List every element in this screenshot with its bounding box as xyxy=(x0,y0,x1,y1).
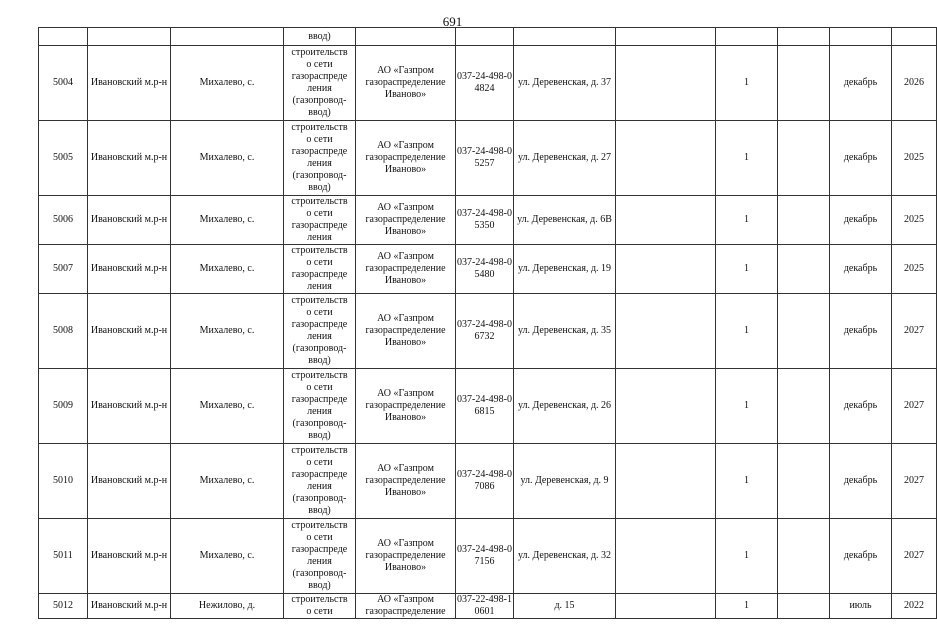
empty-cell xyxy=(616,594,716,619)
address-cell: ул. Деревенская, д. 26 xyxy=(514,369,616,444)
locality-cell: Михалево, с. xyxy=(171,196,284,245)
table-row xyxy=(39,196,937,245)
work-type-line: газораспреде xyxy=(291,394,348,405)
work-type-cell xyxy=(284,196,356,245)
work-type-line: о сети xyxy=(306,606,333,617)
work-type-line: ления xyxy=(307,556,332,567)
work-type-line: ления xyxy=(307,331,332,342)
district-cell: Ивановский м.р-н xyxy=(88,444,171,519)
organization-cell: АО «Газпром газораспределение Иваново» xyxy=(356,369,456,444)
address-cell: д. 15 xyxy=(514,594,616,619)
address-cell: ул. Деревенская, д. 9 xyxy=(514,444,616,519)
page-number: 691 xyxy=(442,14,463,29)
object-code-cell: 037-24-498-05257 xyxy=(456,121,514,196)
locality-cell: Нежилово, д. xyxy=(171,594,284,619)
work-type-line: (газопровод- xyxy=(292,568,347,579)
work-type-line: ления xyxy=(307,232,332,243)
object-code-cell: 037-24-498-05480 xyxy=(456,245,514,294)
empty-cell xyxy=(778,294,830,369)
work-type-line: газораспреде xyxy=(291,269,348,280)
work-type-line: газораспреде xyxy=(291,544,348,555)
work-type-line: ввод) xyxy=(308,505,331,516)
locality-cell: Михалево, с. xyxy=(171,294,284,369)
work-type-line: (газопровод- xyxy=(292,493,347,504)
row-number-cell: 5005 xyxy=(39,121,88,196)
district-cell: Ивановский м.р-н xyxy=(88,245,171,294)
year-cell: 2027 xyxy=(892,369,937,444)
work-type-cell xyxy=(284,121,356,196)
work-type-line: ления xyxy=(307,406,332,417)
work-type-cell xyxy=(284,294,356,369)
work-type-line: строительств xyxy=(291,196,348,207)
district-cell: Ивановский м.р-н xyxy=(88,196,171,245)
work-type-line: строительств xyxy=(291,370,348,381)
object-code-cell: 037-22-498-10601 xyxy=(457,594,512,617)
quantity-cell: 1 xyxy=(716,369,778,444)
address-cell: ул. Деревенская, д. 37 xyxy=(514,46,616,121)
work-type-line: о сети xyxy=(306,307,333,318)
locality-cell: Михалево, с. xyxy=(171,369,284,444)
month-cell: июль xyxy=(830,594,892,619)
work-type-line: ления xyxy=(307,158,332,169)
row-number-cell: 5007 xyxy=(39,245,88,294)
object-code-cell: 037-24-498-06732 xyxy=(456,294,514,369)
empty-cell xyxy=(778,121,830,196)
month-cell: декабрь xyxy=(830,444,892,519)
empty-cell xyxy=(616,121,716,196)
work-type-line: строительств xyxy=(291,520,348,531)
work-type-line: газораспреде xyxy=(291,319,348,330)
work-type-line: строительств xyxy=(291,295,348,306)
table-row xyxy=(39,594,937,619)
row-number-cell: 5011 xyxy=(39,519,88,594)
district-cell: Ивановский м.р-н xyxy=(88,519,171,594)
year-cell: 2025 xyxy=(892,196,937,245)
month-cell: декабрь xyxy=(830,294,892,369)
object-code-cell: 037-24-498-04824 xyxy=(456,46,514,121)
organization-cell: АО «Газпром газораспределение Иваново» xyxy=(356,46,456,121)
work-type-line: о сети xyxy=(306,208,333,219)
work-type-cell xyxy=(284,444,356,519)
table-row xyxy=(39,369,937,444)
organization-cell: АО «Газпром газораспределение Иваново» xyxy=(356,519,456,594)
organization-cell: АО «Газпром газораспределение Иваново» xyxy=(356,245,456,294)
locality-cell: Михалево, с. xyxy=(171,245,284,294)
locality-cell: Михалево, с. xyxy=(171,46,284,121)
row-number-cell: 5004 xyxy=(39,46,88,121)
year-cell: 2025 xyxy=(892,245,937,294)
table-row-partial xyxy=(39,28,937,46)
locality-cell: Михалево, с. xyxy=(171,519,284,594)
year-cell: 2026 xyxy=(892,46,937,121)
object-code-cell: 037-24-498-05350 xyxy=(456,196,514,245)
work-type-line: о сети xyxy=(306,134,333,145)
organization-cell: АО «Газпром газораспределение Иваново» xyxy=(356,444,456,519)
work-type-cell xyxy=(284,519,356,594)
work-type-line: о сети xyxy=(306,257,333,268)
address-cell: ул. Деревенская, д. 19 xyxy=(514,245,616,294)
empty-cell xyxy=(778,594,830,619)
empty-cell xyxy=(778,519,830,594)
quantity-cell: 1 xyxy=(716,121,778,196)
empty-cell xyxy=(778,369,830,444)
month-cell: декабрь xyxy=(830,519,892,594)
object-code-cell: 037-24-498-07086 xyxy=(456,444,514,519)
quantity-cell: 1 xyxy=(716,294,778,369)
work-type-cell xyxy=(284,46,356,121)
organization-cell: АО «Газпром газораспределение Иваново» xyxy=(356,196,456,245)
work-type-line: строительств xyxy=(291,47,348,58)
work-type-line: ввод) xyxy=(308,355,331,366)
table-body xyxy=(39,28,937,619)
work-type-line: газораспреде xyxy=(291,146,348,157)
empty-cell xyxy=(616,369,716,444)
address-cell: ул. Деревенская, д. 35 xyxy=(514,294,616,369)
work-type-line: строительств xyxy=(291,122,348,133)
empty-cell xyxy=(616,196,716,245)
organization-cell: АО «Газпром газораспределение xyxy=(356,594,456,619)
month-cell: декабрь xyxy=(830,46,892,121)
address-cell: ул. Деревенская, д. 27 xyxy=(514,121,616,196)
empty-cell xyxy=(778,196,830,245)
year-cell: 2027 xyxy=(892,294,937,369)
work-type-line: (газопровод- xyxy=(292,170,347,181)
address-cell: ул. Деревенская, д. 32 xyxy=(514,519,616,594)
quantity-cell: 1 xyxy=(716,519,778,594)
quantity-cell: 1 xyxy=(716,245,778,294)
month-cell: декабрь xyxy=(830,245,892,294)
table-row xyxy=(39,444,937,519)
empty-cell xyxy=(778,46,830,121)
object-code-cell: 037-24-498-06815 xyxy=(456,369,514,444)
month-cell: декабрь xyxy=(830,121,892,196)
empty-cell xyxy=(616,519,716,594)
empty-cell xyxy=(616,46,716,121)
table-row xyxy=(39,46,937,121)
empty-cell xyxy=(778,245,830,294)
type-tail: ввод) xyxy=(308,30,331,42)
row-number-cell: 5012 xyxy=(39,594,88,619)
quantity-cell: 1 xyxy=(716,594,778,619)
work-type-line: ввод) xyxy=(308,107,331,118)
organization-cell: АО «Газпром газораспределение Иваново» xyxy=(356,121,456,196)
row-number-cell: 5009 xyxy=(39,369,88,444)
district-cell: Ивановский м.р-н xyxy=(88,294,171,369)
work-type-cell xyxy=(284,369,356,444)
year-cell: 2022 xyxy=(892,594,937,619)
work-type-line: ления xyxy=(307,83,332,94)
work-type-line: газораспреде xyxy=(291,220,348,231)
type-cell xyxy=(284,28,356,46)
row-number-cell: 5008 xyxy=(39,294,88,369)
work-type-line: (газопровод- xyxy=(292,343,347,354)
work-type-line: газораспреде xyxy=(291,469,348,480)
work-type-line: о сети xyxy=(306,532,333,543)
table-row xyxy=(39,121,937,196)
document-table xyxy=(38,27,937,619)
year-cell: 2027 xyxy=(892,519,937,594)
work-type-line: строительств xyxy=(291,594,348,605)
work-type-line: (газопровод- xyxy=(292,95,347,106)
empty-cell xyxy=(616,245,716,294)
district-cell: Ивановский м.р-н xyxy=(88,121,171,196)
work-type-line: о сети xyxy=(306,59,333,70)
table-row xyxy=(39,245,937,294)
work-type-line: ления xyxy=(307,481,332,492)
year-cell: 2025 xyxy=(892,121,937,196)
district-cell: Ивановский м.р-н xyxy=(88,46,171,121)
work-type-line: ввод) xyxy=(308,580,331,591)
work-type-line: ления xyxy=(307,281,332,292)
quantity-cell: 1 xyxy=(716,444,778,519)
object-code-cell: 037-24-498-07156 xyxy=(456,519,514,594)
table-row xyxy=(39,519,937,594)
work-type-line: ввод) xyxy=(308,182,331,193)
work-type-line: ввод) xyxy=(308,430,331,441)
work-type-line: строительств xyxy=(291,445,348,456)
empty-cell xyxy=(616,294,716,369)
row-number-cell: 5010 xyxy=(39,444,88,519)
empty-cell xyxy=(778,444,830,519)
address-cell: ул. Деревенская, д. 6В xyxy=(514,196,616,245)
row-number-cell: 5006 xyxy=(39,196,88,245)
work-type-line: (газопровод- xyxy=(292,418,347,429)
month-cell: декабрь xyxy=(830,369,892,444)
month-cell: декабрь xyxy=(830,196,892,245)
work-type-cell xyxy=(284,594,356,619)
year-cell: 2027 xyxy=(892,444,937,519)
table-row xyxy=(39,294,937,369)
work-type-cell xyxy=(284,245,356,294)
quantity-cell: 1 xyxy=(716,196,778,245)
work-type-line: о сети xyxy=(306,382,333,393)
organization-cell: АО «Газпром газораспределение Иваново» xyxy=(356,294,456,369)
work-type-line: строительств xyxy=(291,245,348,256)
quantity-cell: 1 xyxy=(716,46,778,121)
district-cell: Ивановский м.р-н xyxy=(88,369,171,444)
work-type-line: газораспреде xyxy=(291,71,348,82)
district-cell: Ивановский м.р-н xyxy=(88,594,171,619)
work-type-line: о сети xyxy=(306,457,333,468)
locality-cell: Михалево, с. xyxy=(171,444,284,519)
locality-cell: Михалево, с. xyxy=(171,121,284,196)
empty-cell xyxy=(616,444,716,519)
